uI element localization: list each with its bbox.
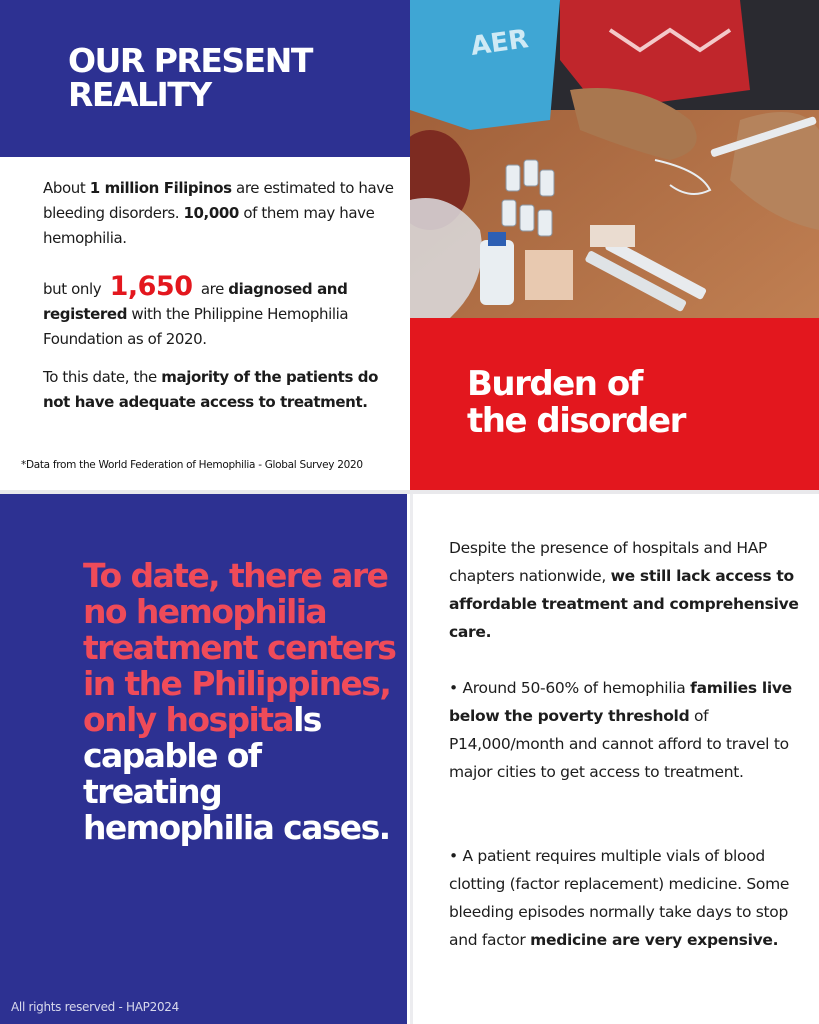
treatment-centers-quote: To date, there are no hemophilia treatment centers in the Philippines, only hospitals capable of treating hemophilia cases.: [83, 556, 396, 847]
copyright: All rights reserved - HAP2024: [11, 1000, 179, 1014]
stats-paragraph-2: but only 1,650 are diagnosed and registered with the Philippine Hemophilia Foundation as of 2020.: [43, 271, 349, 348]
registered-count: 1,650: [109, 271, 193, 302]
header-panel: [0, 0, 410, 157]
stats-paragraph-1: About 1 million Filipinos are estimated to have bleeding disorders. 10,000 of them may have hemophilia.: [43, 179, 394, 247]
statistics-panel: [0, 157, 410, 490]
access-paragraph-3: • A patient requires multiple vials of blood clotting (factor replacement) medicine. Some bleeding episodes normally take days to stop and factor medicine are very expensive.: [449, 847, 790, 949]
svg-text:AER: AER: [468, 24, 531, 62]
page-title: OUR PRESENT REALITY: [68, 41, 312, 114]
burden-panel: [410, 318, 819, 490]
treatment-photo-illustration: [410, 0, 819, 318]
treatment-photo: [410, 0, 819, 318]
quote-panel: [0, 494, 407, 1024]
burden-heading: Burden of the disorder: [467, 364, 685, 441]
access-paragraph-1: Despite the presence of hospitals and HAP chapters nationwide, we still lack access to affordable treatment and comprehensive care.: [449, 539, 799, 641]
stats-paragraph-3: To this date, the majority of the patients do not have adequate access to treatment.: [43, 368, 379, 411]
access-panel: [410, 494, 819, 1024]
access-paragraph-2: • Around 50-60% of hemophilia families live below the poverty threshold of P14,000/month and cannot afford to travel to major cities to get access to treatment.: [449, 679, 792, 781]
footnote: *Data from the World Federation of Hemophilia - Global Survey 2020: [21, 459, 363, 471]
